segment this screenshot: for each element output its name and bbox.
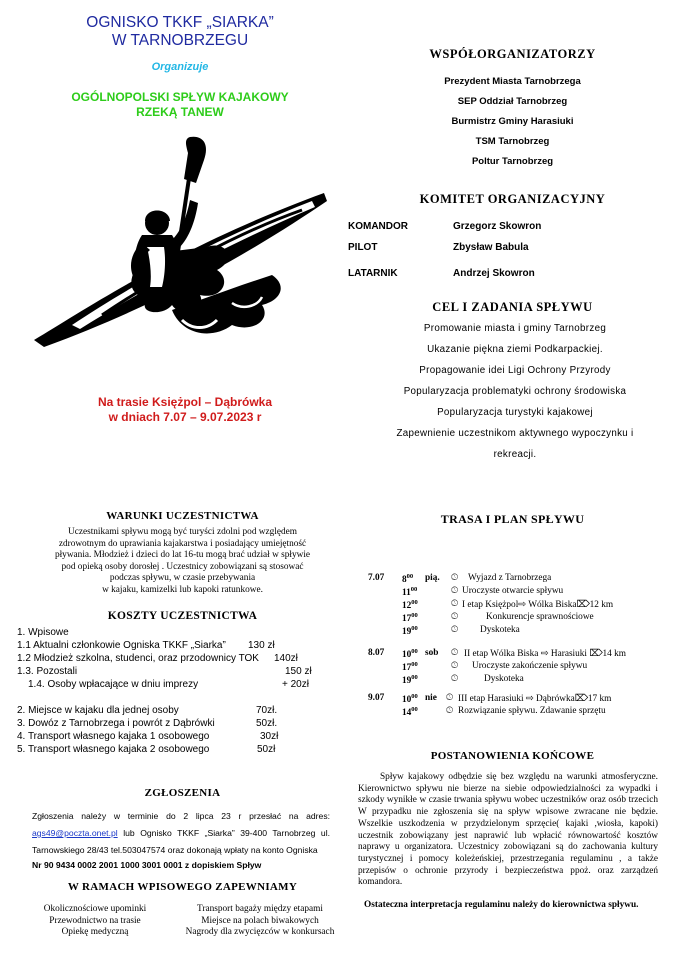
event-text: II etap Wólka Biska ⇨ Harasiuki ⌦14 km bbox=[464, 649, 626, 659]
goal-item: Propagowanie idei Ligi Ochrony Przyrody bbox=[419, 365, 611, 376]
cost-label: 2. Miejsce w kajaku dla jednej osoby bbox=[17, 705, 179, 716]
cost-label: 1.1 Aktualni członkowie Ogniska TKKF „Siarka” bbox=[17, 640, 226, 651]
committee-name: Zbysław Babula bbox=[453, 242, 529, 253]
costs-title: KOSZTY UCZESTNICTWA bbox=[107, 610, 258, 622]
cost-label: 3. Dowóz z Tarnobrzega i powrót z Dąbrówki bbox=[17, 718, 215, 729]
coorganizer-item: TSM Tarnobrzeg bbox=[475, 136, 550, 147]
organizer-title-line1: OGNISKO TKKF „SIARKA” bbox=[86, 14, 274, 31]
route-day-name: sob bbox=[425, 648, 439, 658]
event-minutes: 00 bbox=[411, 706, 418, 713]
coorganizer-item: SEP Oddział Tarnobrzeg bbox=[457, 96, 568, 107]
event-time bbox=[402, 612, 418, 624]
cost-value: 140zł bbox=[274, 653, 298, 664]
event-minutes: 00 bbox=[411, 599, 418, 606]
goal-item: Promowanie miasta i gminy Tarnobrzeg bbox=[423, 323, 607, 334]
event-hour: 17 bbox=[402, 663, 412, 673]
event-hour: 14 bbox=[402, 708, 412, 718]
route-day-date: 9.07 bbox=[368, 693, 385, 703]
goal-item: Ukazanie piękna ziemi Podkarpackiej. bbox=[427, 344, 603, 355]
route-day-date: 8.07 bbox=[368, 648, 385, 658]
event-time bbox=[402, 586, 417, 598]
final-provisions-title: POSTANOWIENIA KOŃCOWE bbox=[430, 750, 595, 762]
event-minutes: 00 bbox=[411, 661, 418, 668]
event-minutes: 00 bbox=[410, 586, 418, 593]
registration-address: lub Ognisko TKKF „Siarka” 39-400 Tarnobrzeg ul. Tarnowskiego 28/43 tel.503047574 oraz dokonają wpłaty na konto Ogniska bbox=[32, 828, 330, 855]
conditions-line: pływania. Młodzież i dzieci do lat 16-tu mogą brać udział w spływie bbox=[54, 550, 311, 561]
event-title-line2: RZEKĄ TANEW bbox=[136, 105, 224, 119]
route-day-name: pią. bbox=[425, 573, 440, 583]
committee-name: Grzegorz Skowron bbox=[453, 221, 542, 232]
route-line1: Na trasie Księżpol – Dąbrówka bbox=[97, 395, 273, 409]
event-text: Rozwiązanie spływu. Zdawanie sprzętu bbox=[458, 706, 606, 716]
conditions-text bbox=[45, 527, 320, 597]
goal-item: Popularyzacja problematyki ochrony środowiska bbox=[403, 386, 627, 397]
committee-title: KOMITET ORGANIZACYJNY bbox=[419, 192, 606, 206]
registration-email-link[interactable]: ags49@poczta.onet.pl bbox=[32, 828, 118, 838]
event-hour: 19 bbox=[402, 676, 412, 686]
clock-icon: 🕓︎ bbox=[451, 572, 459, 582]
registration-title: ZGŁOSZENIA bbox=[144, 787, 221, 799]
bank-account: Nr 90 9434 0002 2001 1000 3001 0001 z dopiskiem Spływ bbox=[32, 860, 262, 870]
event-minutes: 00 bbox=[411, 648, 418, 655]
event-minutes: 00 bbox=[411, 612, 418, 619]
event-hour: 17 bbox=[402, 614, 412, 624]
committee-name: Andrzej Skowron bbox=[453, 268, 535, 279]
event-text: Uroczyste zakończenie spływu bbox=[472, 661, 588, 671]
event-hour: 19 bbox=[402, 627, 412, 637]
event-title bbox=[40, 90, 320, 120]
included-title: W RAMACH WPISOWEGO ZAPEWNIAMY bbox=[67, 881, 298, 893]
goals-title: CEL I ZADANIA SPŁYWU bbox=[432, 300, 593, 314]
cost-value: 150 zł bbox=[285, 666, 312, 677]
event-text: III etap Harasiuki ⇨ Dąbrówka⌦17 km bbox=[458, 694, 612, 704]
goal-item: Popularyzacja turystyki kajakowej bbox=[437, 407, 593, 418]
included-item: Transport bagaży między etapami bbox=[197, 904, 323, 914]
event-text: Dyskoteka bbox=[480, 625, 520, 635]
cost-value: 70zł. bbox=[256, 705, 278, 716]
route-day-date: 7.07 bbox=[368, 573, 385, 583]
goals-list bbox=[360, 318, 670, 465]
conditions-line: pod opieką osoby dorosłej . Uczestnicy zobowiązani są stosować bbox=[61, 561, 304, 572]
clock-icon: 🕓︎ bbox=[451, 660, 459, 670]
event-time bbox=[402, 693, 418, 705]
committee-role: PILOT bbox=[348, 242, 378, 253]
included-list-left bbox=[15, 904, 175, 939]
coorganizers-title: WSPÓŁORGANIZATORZY bbox=[429, 47, 596, 61]
cost-label: 1.2 Młodzież szkolna, studenci, oraz przodownicy TOK bbox=[17, 653, 259, 664]
event-hour: 8 bbox=[402, 575, 407, 585]
committee-role: KOMANDOR bbox=[348, 221, 408, 232]
clock-icon: 🕓︎ bbox=[451, 598, 459, 608]
organizer-title-line2: W TARNOBRZEGU bbox=[111, 32, 249, 49]
event-time bbox=[402, 674, 418, 686]
cost-label: 5. Transport własnego kajaka 2 osobowego bbox=[17, 744, 210, 755]
included-item: Opiekę medyczną bbox=[61, 927, 129, 937]
final-interpretation-note: Ostateczna interpretacja regulaminu należy do kierownictwa spływu. bbox=[364, 900, 639, 910]
coorganizer-item: Prezydent Miasta Tarnobrzega bbox=[444, 76, 581, 87]
event-hour: 10 bbox=[402, 695, 412, 705]
event-text: I etap Księżpol⇨ Wólka Biska⌦12 km bbox=[462, 600, 614, 610]
included-item: Przewodnictwo na trasie bbox=[49, 915, 141, 926]
event-title-line1: OGÓLNOPOLSKI SPŁYW KAJAKOWY bbox=[71, 90, 289, 104]
goal-item: Zapewnienie uczestnikom aktywnego wypoczynku i bbox=[396, 428, 634, 439]
event-hour: 11 bbox=[402, 588, 411, 598]
cost-label: 1.3. Pozostali bbox=[17, 666, 78, 677]
clock-icon: 🕓︎ bbox=[446, 705, 454, 715]
cost-value: 130 zł bbox=[248, 640, 275, 651]
event-time bbox=[402, 625, 418, 637]
cost-value: + 20zł bbox=[282, 679, 309, 690]
cost-value: 50zł. bbox=[256, 718, 278, 729]
cost-value: 50zł bbox=[257, 744, 276, 755]
clock-icon: 🕓︎ bbox=[451, 585, 459, 595]
event-text: Uroczyste otwarcie spływu bbox=[462, 586, 564, 596]
clock-icon: 🕓︎ bbox=[451, 673, 459, 683]
organizuje-label: Organizuje bbox=[151, 61, 209, 73]
event-time bbox=[402, 648, 418, 660]
event-minutes: 00 bbox=[411, 625, 418, 632]
included-item: Okolicznościowe upominki bbox=[43, 904, 147, 914]
event-minutes: 00 bbox=[411, 674, 418, 681]
event-hour: 12 bbox=[402, 601, 412, 611]
included-list-right bbox=[175, 904, 345, 939]
conditions-line: w kajaku, kamizelki lub kapoki ratunkowe. bbox=[102, 584, 263, 595]
included-item: Nagrody dla zwycięzców w konkursach bbox=[185, 927, 335, 937]
route-dates bbox=[55, 395, 315, 425]
event-time bbox=[402, 573, 413, 585]
event-minutes: 00 bbox=[411, 693, 418, 700]
event-time bbox=[402, 661, 418, 673]
route-plan-title: TRASA I PLAN SPŁYWU bbox=[440, 512, 585, 526]
event-text: Wyjazd z Tarnobrzega bbox=[468, 573, 552, 583]
clock-icon: 🕓︎ bbox=[451, 647, 459, 657]
coorganizer-item: Burmistrz Gminy Harasiuki bbox=[451, 116, 574, 127]
organizer-title bbox=[40, 14, 320, 50]
registration-text bbox=[32, 808, 330, 859]
conditions-title: WARUNKI UCZESTNICTWA bbox=[106, 510, 259, 522]
kayaker-illustration-icon bbox=[32, 135, 327, 350]
cost-value: 30zł bbox=[260, 731, 279, 742]
route-line2: w dniach 7.07 – 9.07.2023 r bbox=[108, 410, 262, 424]
route-day-name: nie bbox=[425, 693, 437, 703]
event-text: Dyskoteka bbox=[484, 674, 524, 684]
committee-role: LATARNIK bbox=[348, 268, 398, 279]
conditions-line: Uczestnikami spływu mogą być turyści zdolni pod względem bbox=[67, 527, 297, 537]
conditions-line: podczas spływu, w czasie przebywania bbox=[109, 573, 256, 584]
event-time bbox=[402, 706, 418, 718]
event-minutes: 00 bbox=[406, 573, 414, 580]
cost-label: 1. Wpisowe bbox=[17, 627, 69, 638]
conditions-line: zdrowotnym do uprawiania kajakarstwa i posiadający umiejętność bbox=[58, 538, 307, 549]
clock-icon: 🕓︎ bbox=[451, 624, 459, 634]
clock-icon: 🕓︎ bbox=[451, 611, 459, 621]
included-item: Miejsce na polach biwakowych bbox=[201, 915, 319, 926]
event-text: Konkurencje sprawnościowe bbox=[486, 612, 594, 622]
clock-icon: 🕓︎ bbox=[446, 692, 454, 702]
coorganizers-list bbox=[355, 72, 670, 172]
final-provisions-text: Spływ kajakowy odbędzie się bez względu na warunki atmosferyczne. Kierownictwo spływu nie bierze na siebie odpowiedzialności za wypadki i szkody wynikłe w czasie trwania spływu wobec uczestników oraz osób trzecich W przypadku nie zgłoszenia się na spływ wpisowe zwracane nie będzie. Wszelkie uszkodzenia w przydzielonym sprzęcie( kajaki ,wiosła, kapoki) uczestnik zobowiązany jest naprawić lub wpłacić równowartość kosztów naprawy u organizatora. Uczestnicy zobowiązani są do zachowania kultury turystycznej i pomocy koleżeńskiej, przestrzegania regulaminu , a także przepisów o ochronie przyrody i bezpieczeństwa ppoż. oraz zarządzeń komandora. bbox=[358, 772, 658, 888]
registration-intro: Zgłoszenia należy w terminie do 2 lipca 23 r przesłać na adres: bbox=[32, 811, 330, 821]
coorganizer-item: Poltur Tarnobrzeg bbox=[471, 156, 554, 167]
goal-item: rekreacji. bbox=[493, 449, 537, 460]
event-time bbox=[402, 599, 418, 611]
cost-label: 4. Transport własnego kajaka 1 osobowego bbox=[17, 731, 210, 742]
cost-label: 1.4. Osoby wpłacające w dniu imprezy bbox=[28, 679, 199, 690]
event-hour: 10 bbox=[402, 650, 412, 660]
